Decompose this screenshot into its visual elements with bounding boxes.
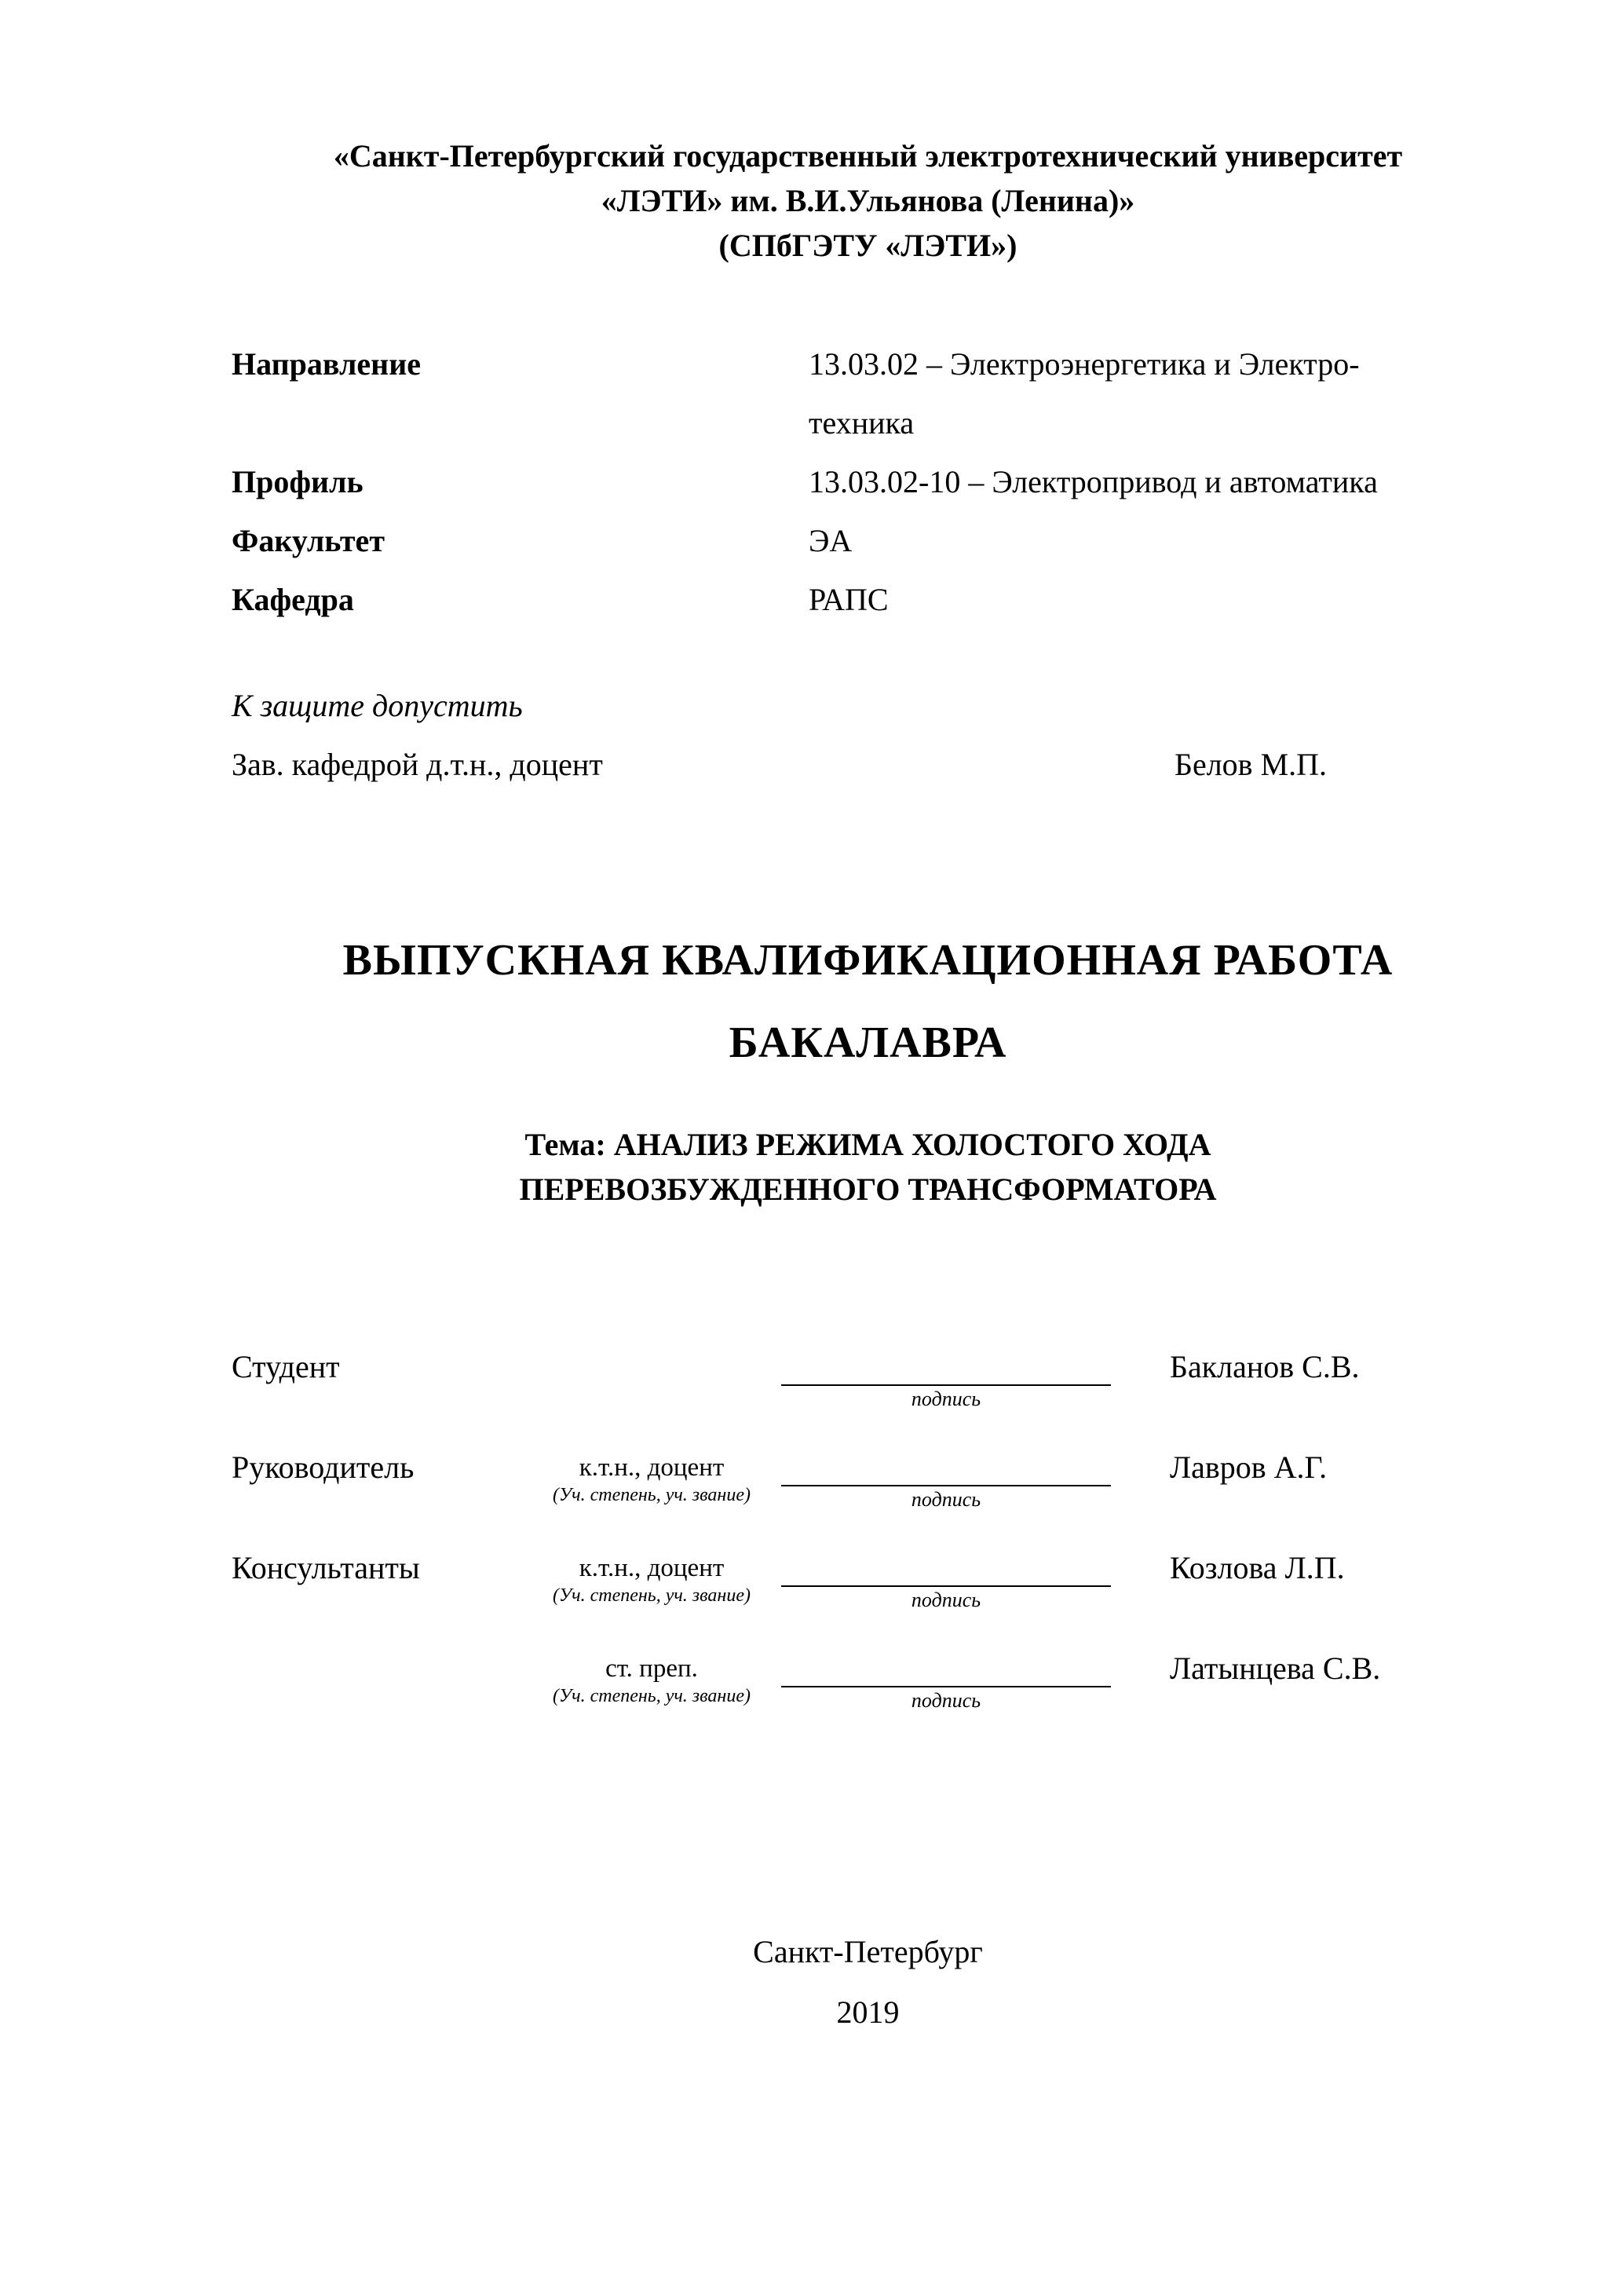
signature-degree-block (522, 1446, 781, 1524)
university-header-line-1: «Санкт-Петербургский государственный электротехнический университет (333, 138, 1403, 174)
signature-line (781, 1647, 1111, 1687)
signature-degree: ст. преп. (605, 1654, 698, 1683)
signature-degree-block (522, 1546, 781, 1625)
department-head-name: Белов М.П. (1174, 747, 1328, 782)
signature-degree-block (522, 1647, 781, 1725)
signature-row-consultant-1 (232, 1546, 1504, 1625)
signature-role: Студент (232, 1349, 340, 1384)
signature-name: Бакланов С.В. (1170, 1349, 1360, 1384)
topic-block (232, 1122, 1504, 1212)
signature-degree-note: (Уч. степень, уч. звание) (553, 1686, 751, 1706)
signature-line (781, 1546, 1111, 1587)
signature-role (232, 1647, 522, 1725)
university-header-line-2: «ЛЭТИ» им. В.И.Ульянова (Ленина)» (601, 183, 1135, 218)
admission-head-row (232, 735, 1504, 794)
signature-degree: к.т.н., доцент (579, 1554, 725, 1582)
profile-label: Профиль (232, 464, 363, 499)
signature-line (781, 1345, 1111, 1386)
signatures-block (232, 1345, 1504, 1725)
signature-name: Лавров А.Г. (1170, 1450, 1328, 1485)
university-header (232, 133, 1504, 268)
university-header-line-3: (СПбГЭТУ «ЛЭТИ») (718, 228, 1017, 263)
signature-line-block (781, 1446, 1134, 1524)
signature-name: Латынцева С.В. (1170, 1651, 1381, 1686)
page-content (232, 133, 1504, 2042)
info-row-profile (232, 452, 1504, 511)
signature-row-consultant-2 (232, 1647, 1504, 1725)
info-row-faculty (232, 511, 1504, 570)
faculty-label: Факультет (232, 523, 385, 558)
direction-value (809, 335, 1504, 452)
direction-label: Направление (232, 346, 421, 382)
admission-statement: К защите допустить (232, 688, 523, 723)
profile-value: 13.03.02-10 – Электропривод и автоматика (809, 464, 1378, 499)
signature-caption: подпись (911, 1689, 981, 1712)
footer-city: Санкт-Петербург (753, 1934, 983, 1969)
signature-degree-block (522, 1345, 781, 1424)
work-title (232, 919, 1504, 1084)
signature-name: Козлова Л.П. (1170, 1550, 1345, 1585)
admission-block (232, 676, 1504, 794)
info-row-department (232, 570, 1504, 629)
signature-caption: подпись (911, 1589, 981, 1611)
signature-line (781, 1446, 1111, 1486)
department-head-title: Зав. кафедрой д.т.н., доцент (232, 747, 603, 782)
signature-role: Руководитель (232, 1450, 415, 1485)
signature-caption: подпись (911, 1387, 981, 1410)
footer-block (232, 1921, 1504, 2042)
topic-line-1: Тема: АНАЛИЗ РЕЖИМА ХОЛОСТОГО ХОДА (524, 1127, 1211, 1162)
signature-degree: к.т.н., доцент (579, 1453, 725, 1482)
info-row-direction (232, 335, 1504, 452)
signature-line-block (781, 1345, 1134, 1424)
signature-degree-note: (Уч. степень, уч. звание) (553, 1585, 751, 1606)
signature-caption: подпись (911, 1488, 981, 1511)
signature-degree-note: (Уч. степень, уч. звание) (553, 1485, 751, 1505)
signature-row-supervisor (232, 1446, 1504, 1524)
signature-line-block (781, 1546, 1134, 1625)
work-title-line-2: БАКАЛАВРА (729, 1018, 1007, 1067)
department-value: РАПС (809, 582, 889, 617)
signature-row-student (232, 1345, 1504, 1424)
department-label: Кафедра (232, 582, 354, 617)
work-title-line-1: ВЫПУСКНАЯ КВАЛИФИКАЦИОННАЯ РАБОТА (342, 936, 1394, 985)
footer-year: 2019 (836, 1994, 900, 2030)
signature-line-block (781, 1647, 1134, 1725)
faculty-value: ЭА (809, 523, 853, 558)
direction-value-line-2: техника (809, 405, 915, 441)
topic-line-2: ПЕРЕВОЗБУЖДЕННОГО ТРАНСФОРМАТОРА (519, 1172, 1217, 1207)
direction-value-line-1: 13.03.02 – Электроэнергетика и Электро- (809, 346, 1360, 382)
program-info-block (232, 335, 1504, 629)
signature-role: Консультанты (232, 1550, 420, 1585)
